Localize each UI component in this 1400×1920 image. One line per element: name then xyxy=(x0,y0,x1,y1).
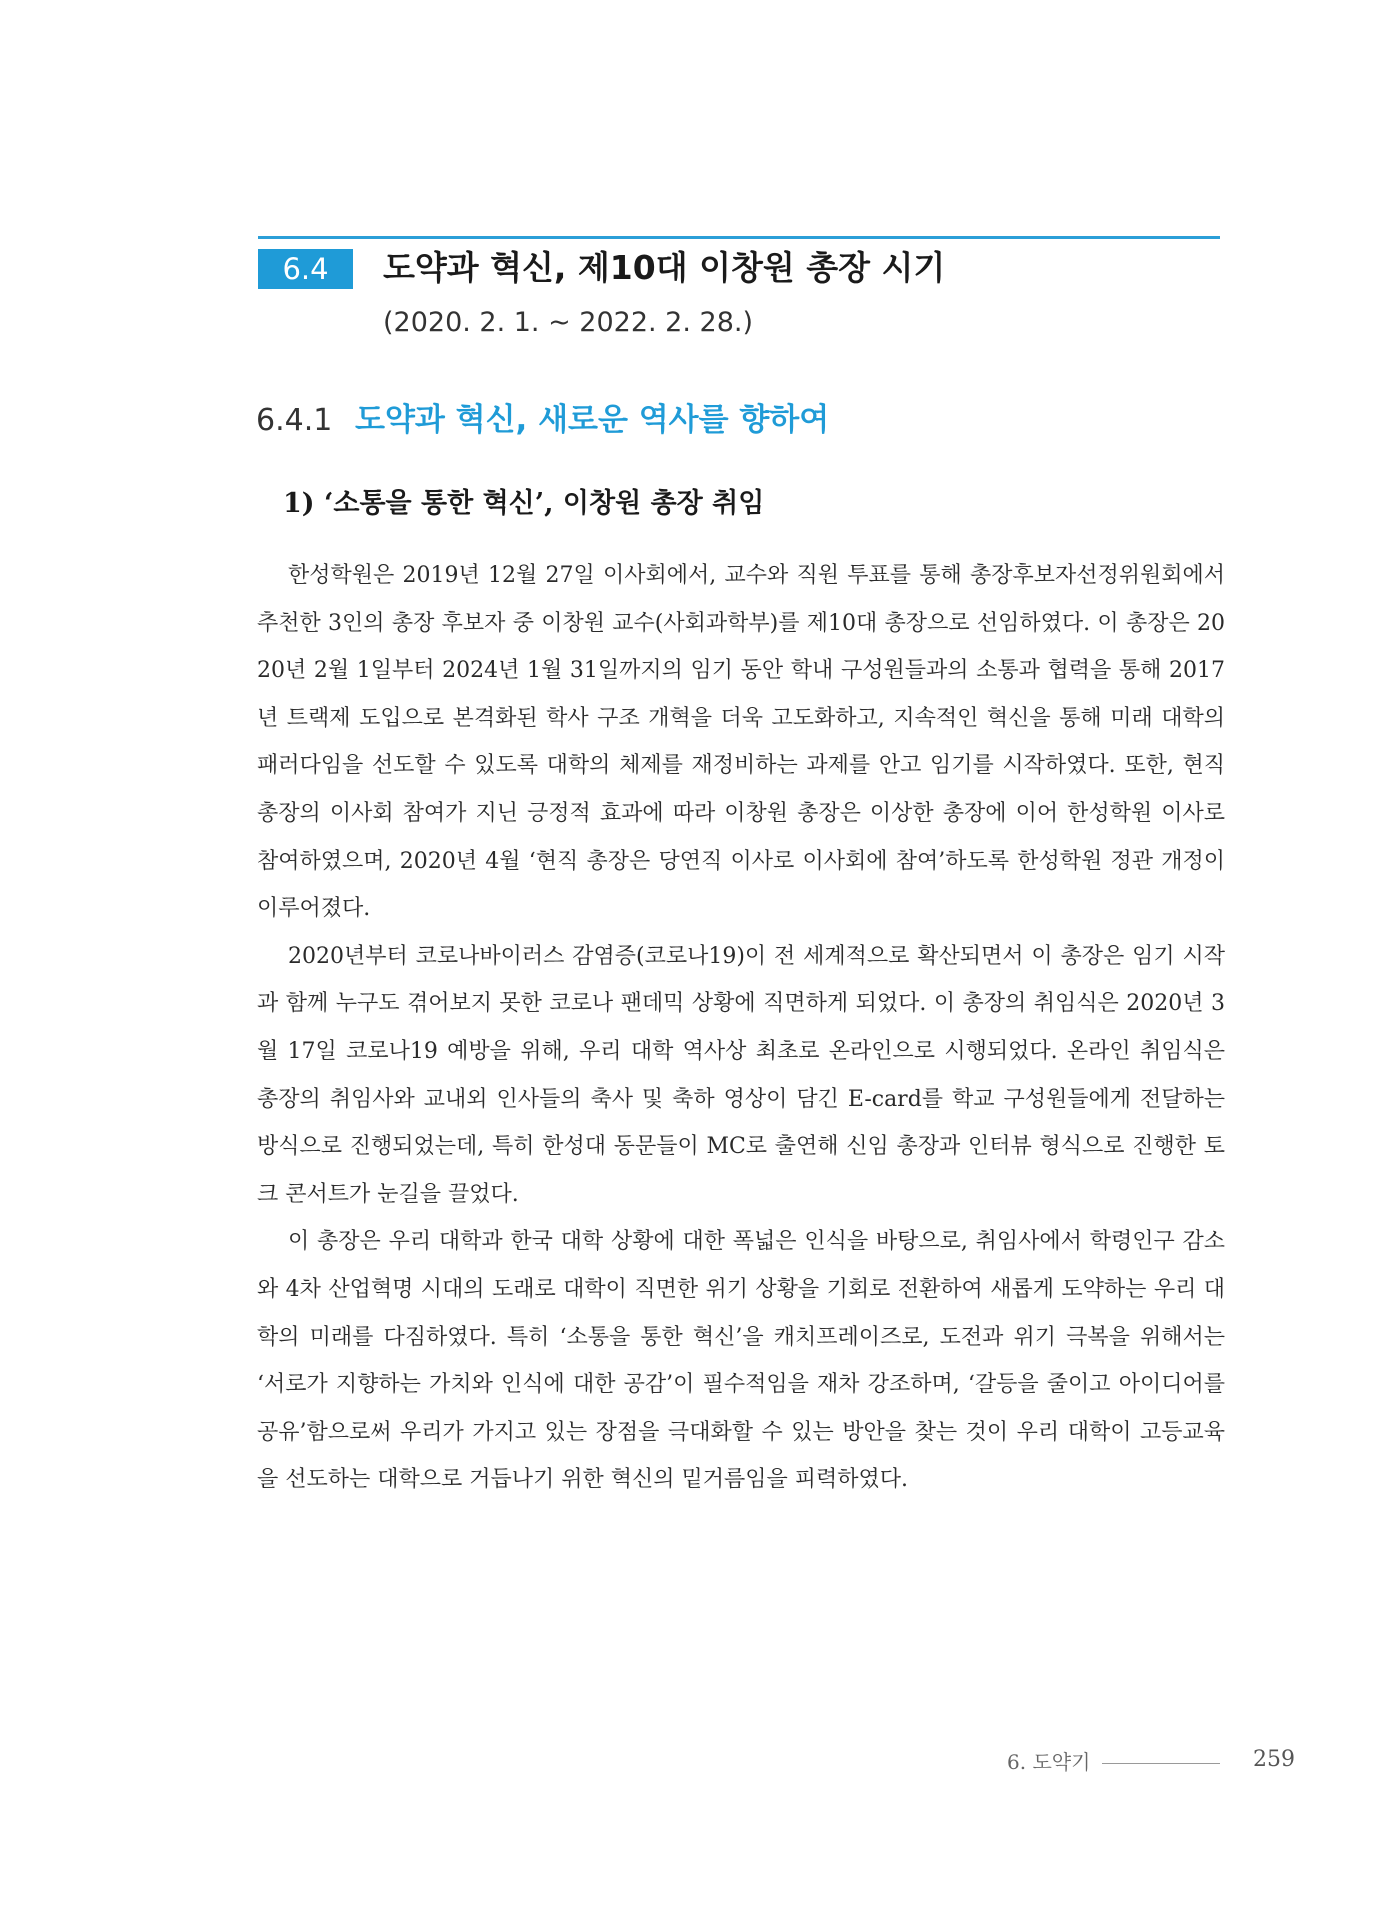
paragraph-1: 한성학원은 2019년 12월 27일 이사회에서, 교수와 직원 투표를 통해 총장후보자선정위원회에서 추천한 3인의 총장 후보자 중 이창원 교수(사회과학부)를 제10대 총장으로 선임하였다. 이 총장은 2020년 2월 1일부터 2024년 1월 31일까지의 임기 동안 학내 구성원들과의 소통과 협력을 통해 2017년 트랙제 도입으로 본격화된 학사 구조 개혁을 더욱 고도화하고, 지속적인 혁신을 통해 미래 대학의 패러다임을 선도할 수 있도록 대학의 체제를 재정비하는 과제를 안고 임기를 시작하였다. 또한, 현직 총장의 이사회 참여가 지닌 긍정적 효과에 따라 이창원 총장은 이상한 총장에 이어 한성학원 이사로 참여하였으며, 2020년 4월 ‘현직 총장은 당연직 이사로 이사회에 참여’하도록 한성학원 정관 개정이 이루어졌다. xyxy=(257,563,1225,922)
footer-chapter-label: 6. 도약기 xyxy=(1007,1750,1091,1774)
subsection-number: 6.4.1 xyxy=(256,403,333,438)
item-heading: 1) ‘소통을 통한 혁신’, 이창원 총장 취임 xyxy=(283,488,765,519)
footer-rule xyxy=(1102,1763,1220,1764)
body-text xyxy=(257,552,1225,1504)
section-title: 도약과 혁신, 제10대 이창원 총장 시기 xyxy=(383,248,946,287)
paragraph-3: 이 총장은 우리 대학과 한국 대학 상황에 대한 폭넓은 인식을 바탕으로, 취임사에서 학령인구 감소와 4차 산업혁명 시대의 도래로 대학이 직면한 위기 상황을 기회로 전환하여 새롭게 도약하는 우리 대학의 미래를 다짐하였다. 특히 ‘소통을 통한 혁신’을 캐치프레이즈로, 도전과 위기 극복을 위해서는 ‘서로가 지향하는 가치와 인식에 대한 공감’이 필수적임을 재차 강조하며, ‘갈등을 줄이고 아이디어를 공유’함으로써 우리가 가지고 있는 장점을 극대화할 수 있는 방안을 찾는 것이 우리 대학이 고등교육을 선도하는 대학으로 거듭나기 위한 혁신의 밑거름임을 피력하였다. xyxy=(257,1229,1225,1493)
page-number: 259 xyxy=(1253,1747,1295,1772)
subsection-title: 도약과 혁신, 새로운 역사를 향하여 xyxy=(355,402,830,438)
paragraph-2: 2020년부터 코로나바이러스 감염증(코로나19)이 전 세계적으로 확산되면서 이 총장은 임기 시작과 함께 누구도 겪어보지 못한 코로나 팬데믹 상황에 직면하게 되었다. 이 총장의 취임식은 2020년 3월 17일 코로나19 예방을 위해, 우리 대학 역사상 최초로 온라인으로 시행되었다. 온라인 취임식은 총장의 취임사와 교내외 인사들의 축사 및 축하 영상이 담긴 E-card를 학교 구성원들에게 전달하는 방식으로 진행되었는데, 특히 한성대 동문들이 MC로 출연해 신임 총장과 인터뷰 형식으로 진행한 토크 콘서트가 눈길을 끌었다. xyxy=(257,943,1225,1207)
section-period: (2020. 2. 1. ~ 2022. 2. 28.) xyxy=(383,307,753,338)
section-number-badge: 6.4 xyxy=(258,249,353,289)
section-top-rule xyxy=(258,236,1220,239)
